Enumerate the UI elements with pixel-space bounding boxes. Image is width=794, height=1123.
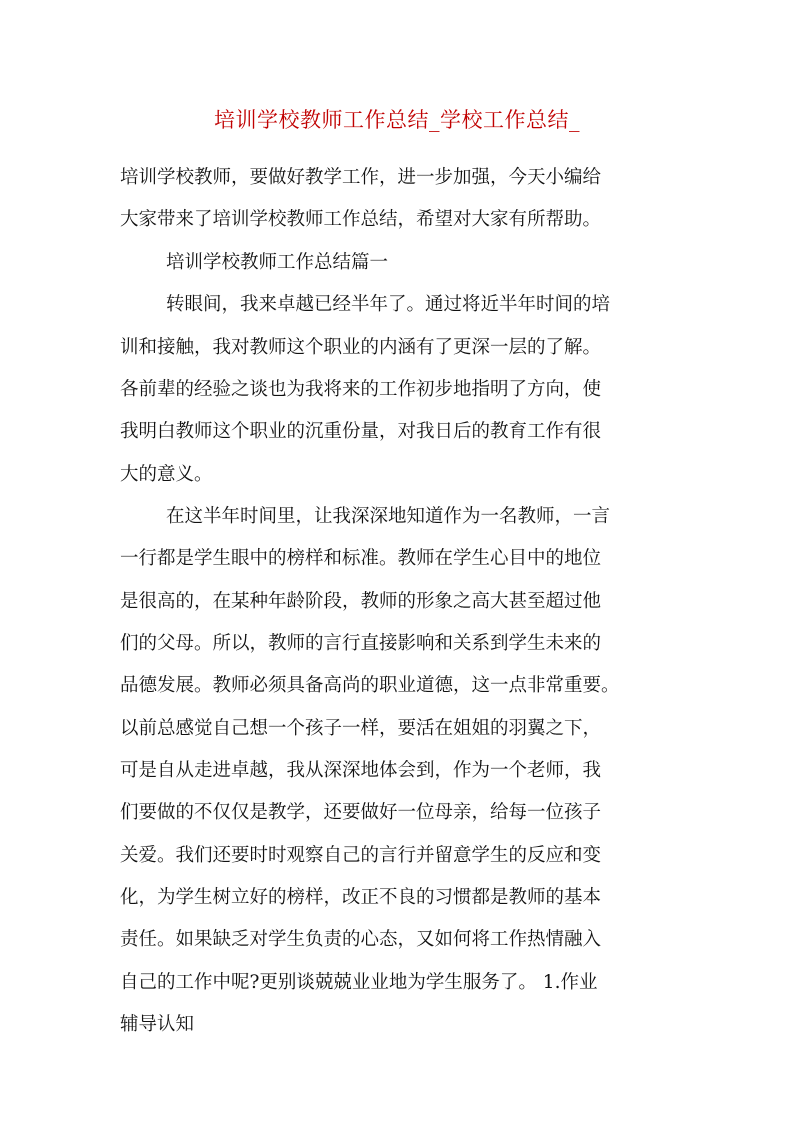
body-line: 培训学校教师，要做好教学工作，进一步加强，今天小编给 (120, 167, 602, 188)
body-line: 们要做的不仅仅是教学，还要做好一位母亲，给每一位孩子 (120, 802, 602, 823)
document-title: 培训学校教师工作总结_学校工作总结_ (214, 108, 580, 132)
body-line: 一行都是学生眼中的榜样和标准。教师在学生心目中的地位 (120, 548, 602, 569)
body-line: 责任。如果缺乏对学生负责的心态，又如何将工作热情融入 (120, 929, 602, 950)
body-line: 们的父母。所以，教师的言行直接影响和关系到学生未来的 (120, 633, 602, 654)
body-line: 自己的工作中呢?更别谈兢兢业业地为学生服务了。 1.作业 (120, 972, 598, 993)
body-line: 转眼间，我来卓越已经半年了。通过将近半年时间的培 (166, 294, 611, 315)
body-line: 在这半年时间里，让我深深地知道作为一名教师，一言 (166, 506, 611, 527)
body-line: 各前辈的经验之谈也为我将来的工作初步地指明了方向，使 (120, 379, 602, 400)
body-line: 辅导认知 (120, 1014, 195, 1035)
body-line: 可是自从走进卓越，我从深深地体会到，作为一个老师，我 (120, 760, 602, 781)
body-line: 训和接触，我对教师这个职业的内涵有了更深一层的了解。 (120, 337, 602, 358)
body-line: 是很高的，在某种年龄阶段，教师的形象之高大甚至超过他 (120, 591, 602, 612)
body-line: 我明白教师这个职业的沉重份量，对我日后的教育工作有很 (120, 421, 602, 442)
body-line: 大的意义。 (120, 464, 213, 485)
body-line: 化，为学生树立好的榜样，改正不良的习惯都是教师的基本 (120, 887, 602, 908)
body-line: 大家带来了培训学校教师工作总结，希望对大家有所帮助。 (120, 209, 602, 230)
section-heading: 培训学校教师工作总结篇一 (166, 252, 389, 273)
body-line: 关爱。我们还要时时观察自己的言行并留意学生的反应和变 (120, 845, 602, 866)
body-line: 以前总感觉自己想一个孩子一样，要活在姐姐的羽翼之下， (120, 718, 602, 739)
body-line: 品德发展。教师必须具备高尚的职业道德，这一点非常重要。 (120, 675, 620, 696)
